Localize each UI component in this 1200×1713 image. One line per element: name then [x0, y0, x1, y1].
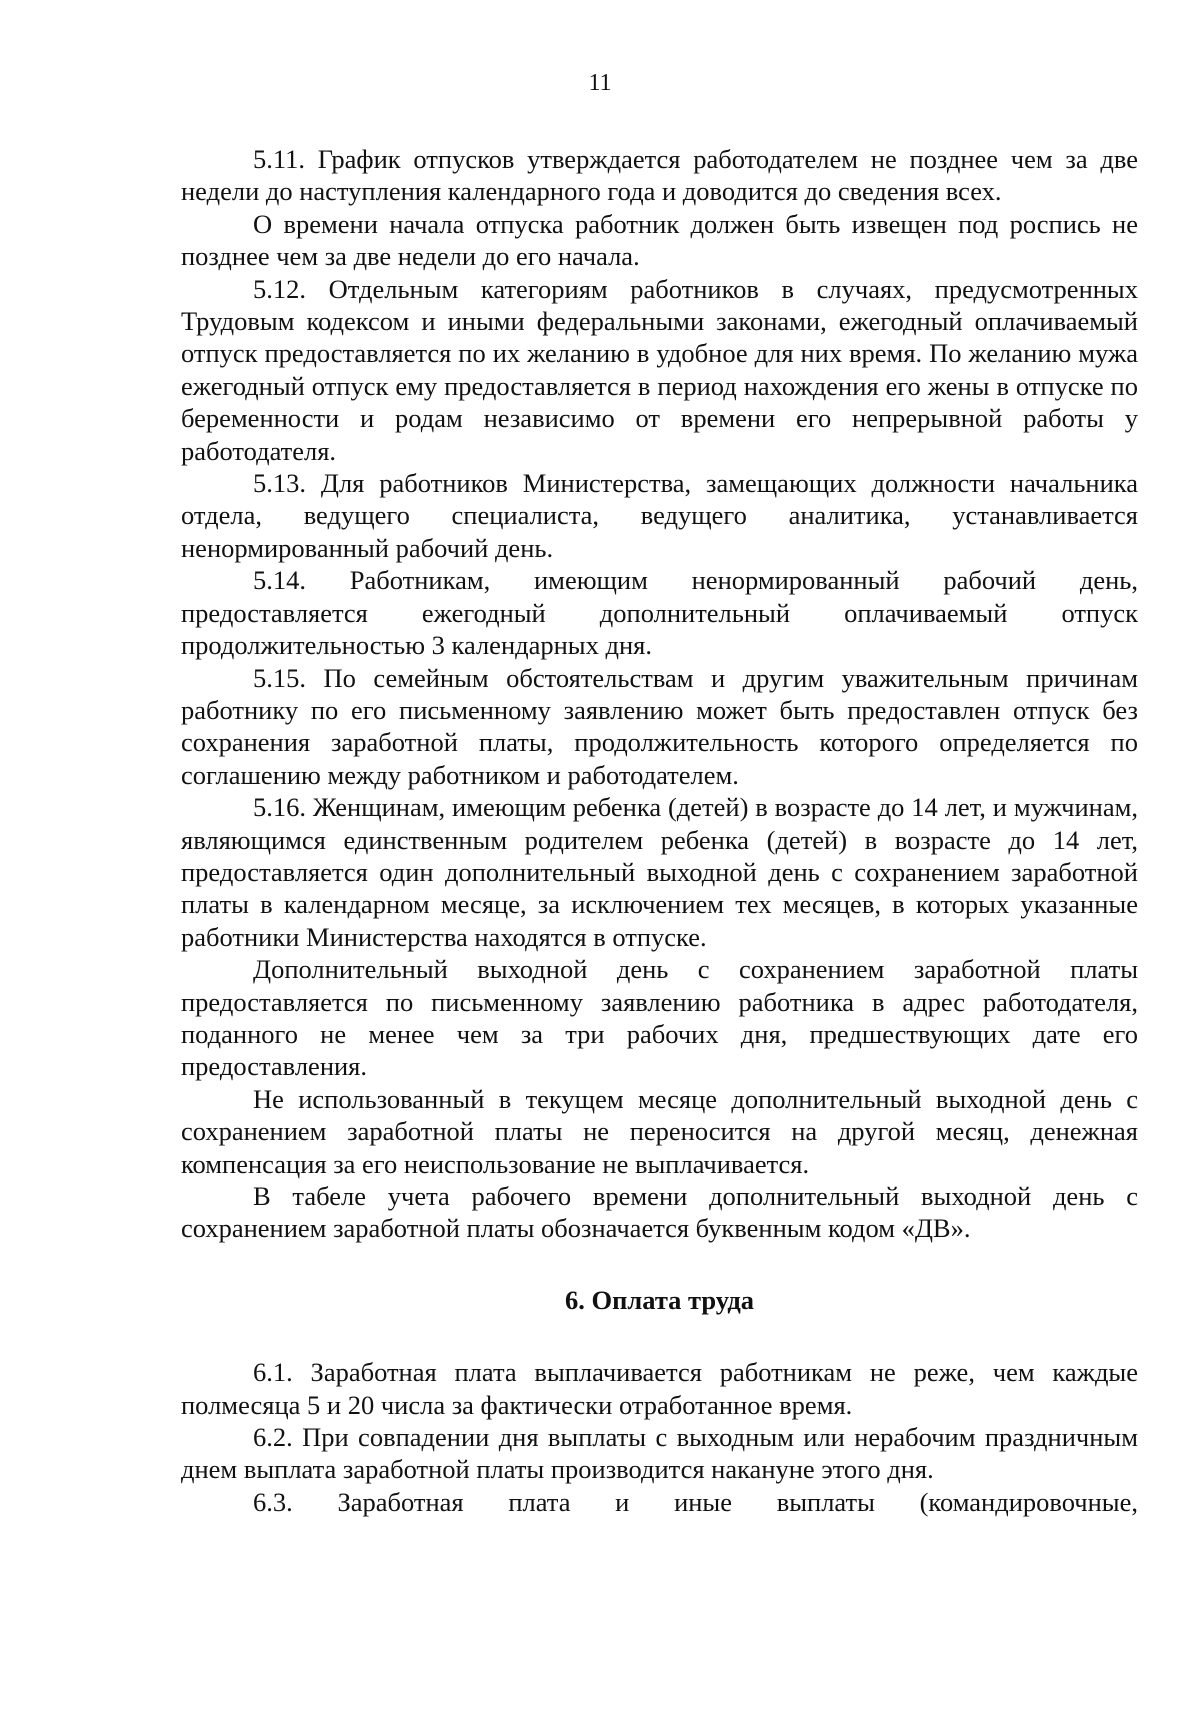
document-body — [181, 143, 1138, 1518]
paragraph-5-11-notice: О времени начала отпуска работник должен быть извещен под роспись не позднее чем за две недели до его начала. — [181, 208, 1138, 272]
paragraph-5-16-carryover: Не использованный в текущем месяце дополнительный выходной день с сохранением заработной платы не переносится на другой месяц, денежная компенсация за его неиспользование не выплачивается. — [181, 1083, 1138, 1179]
paragraph-6-3: 6.3. Заработная плата и иные выплаты (командировочные, — [253, 1486, 1138, 1517]
paragraph-5-16-request: Дополнительный выходной день с сохранением заработной платы предоставляется по письменному заявлению работника в адрес работодателя, поданного не менее чем за три рабочих дня, предшествующих дате его предоставления. — [181, 954, 1138, 1082]
paragraph-5-11: 5.11. График отпусков утверждается работодателем не позднее чем за две недели до наступления календарного года и доводится до сведения всех. — [181, 144, 1138, 207]
page-number: 11 — [588, 70, 612, 96]
paragraph-5-16-timesheet: В табеле учета рабочего времени дополнительный выходной день с сохранением заработной платы обозначается буквенным кодом «ДВ». — [181, 1181, 1138, 1244]
paragraph-5-14: 5.14. Работникам, имеющим ненормированный рабочий день, предоставляется ежегодный дополнительный оплачиваемый отпуск продолжительностью 3 календарных дня. — [181, 565, 1138, 661]
paragraph-5-12: 5.12. Отдельным категориям работников в случаях, предусмотренных Трудовым кодексом и иными федеральными законами, ежегодный оплачиваемый отпуск предоставляется по их желанию в удобное для них время. По желанию мужа ежегодный отпуск ему предоставляется в период нахождения его жены в отпуске по беременности и родам независимо от времени его непрерывной работы у работодателя. — [181, 273, 1138, 466]
paragraph-5-13: 5.13. Для работников Министерства, замещающих должности начальника отдела, ведущего специалиста, ведущего аналитика, устанавливается ненормированный рабочий день. — [181, 468, 1138, 563]
paragraph-6-1: 6.1. Заработная плата выплачивается работникам не реже, чем каждые полмесяца 5 и 20 числа за фактически отработанное время. — [181, 1357, 1138, 1420]
section-heading-payment: 6. Оплата труда — [565, 1284, 754, 1315]
paragraph-5-16: 5.16. Женщинам, имеющим ребенка (детей) в возрасте до 14 лет, и мужчинам, являющимся единственным родителем ребенка (детей) в возрасте до 14 лет, предоставляется один дополнительный выходной день с сохранением заработной платы в календарном месяце, за исключением тех месяцев, в которых указанные работники Министерства находятся в отпуске. — [181, 792, 1138, 952]
paragraph-6-2: 6.2. При совпадении дня выплаты с выходным или нерабочим праздничным днем выплата заработной платы производится накануне этого дня. — [181, 1422, 1138, 1485]
paragraph-5-15: 5.15. По семейным обстоятельствам и другим уважительным причинам работнику по его письменному заявлению может быть предоставлен отпуск без сохранения заработной платы, продолжительность которого определяется по соглашению между работником и работодателем. — [181, 662, 1138, 790]
